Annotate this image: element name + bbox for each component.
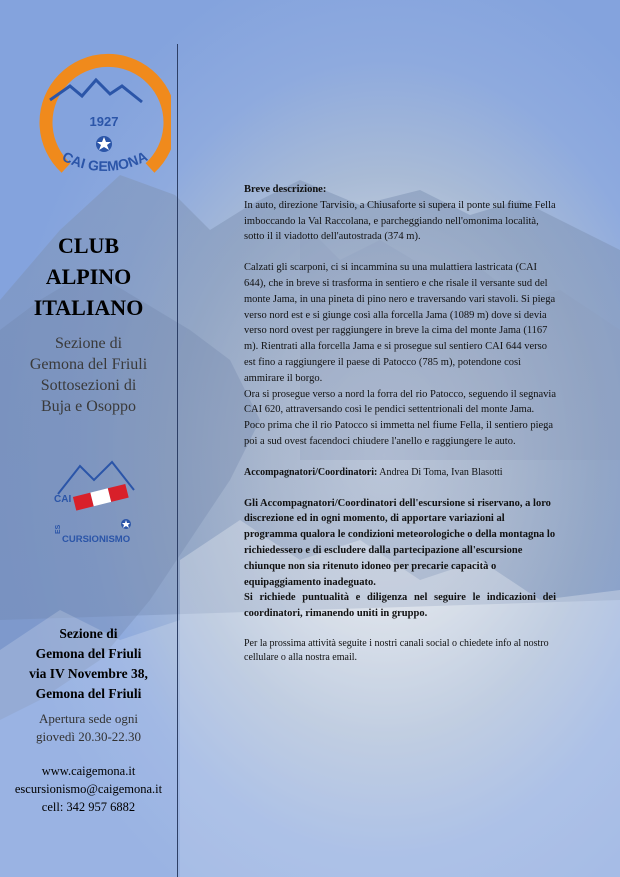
- cai-gemona-logo: [26, 40, 171, 200]
- email-link[interactable]: escursionismo@caigemona.it: [14, 782, 163, 796]
- section-subtitle: Sezione di Gemona del Friuli Sottosezioni di Buja e Osoppo: [29, 335, 148, 415]
- seat-address: Sezione di Gemona del Friuli via IV Novembre 38, Gemona del Friuli: [29, 626, 148, 701]
- website-link[interactable]: www.caigemona.it: [41, 764, 136, 778]
- logo-name: CAI GEMONA: [59, 148, 150, 175]
- escursionismo-es-text: ES: [55, 524, 62, 534]
- escursionismo-cai-text: CAI: [54, 494, 72, 505]
- description-paragraph-2: Calzati gli scarponi, ci si incammina su una mulattiera lastricata (CAI 644), che in breve si trasforma in sentiero e che risale il versante sud del monte Jama, in una pineta di pino nero e traversando vari stavoli. Si piega verso nord est e si giunge così alla forcella Jama (1089 m) dove si devia verso nord ovest per raggiungere in breve la cima del monte Jama (1167 m). Rientrati alla forcella Jama e si prosegue sul sentiero CAI 644 verso est fino a raggiungere il paese di Patocco (785 m), potendone così ammirare il borgo.: [244, 262, 556, 384]
- cell-number: cell: 342 957 6882: [41, 800, 136, 814]
- cai-star-small-icon: [121, 519, 131, 529]
- description-paragraph-1: In auto, direzione Tarvisio, a Chiusaforte si supera il ponte sul fiume Fella imboccando la Val Raccolana, e parcheggiando nell'omonima località, sotto il il viadotto dell'autostrada (374 m).: [244, 199, 556, 243]
- coordinators-line: [244, 465, 556, 481]
- escursionismo-name: CURSIONISMO: [62, 534, 131, 545]
- contacts: [0, 762, 177, 816]
- coordinators-names: Andrea Di Toma, Ivan Blasotti: [377, 466, 503, 478]
- flag-icon: [73, 484, 129, 511]
- club-title: CLUB ALPINO ITALIANO: [33, 233, 144, 320]
- opening-hours: Apertura sede ogni giovedì 20.30-22.30: [35, 711, 142, 744]
- notice-text-1: Gli Accompagnatori/Coordinatori dell'escursione si riservano, a loro discrezione ed in ogni momento, di apportare variazioni al programma qualora le condizioni meteorologiche o della montagna lo richiedessero e di escludere dalla partecipazione all'escursione chiunque non sia ritenuto idoneo per precarie capacità o equipaggiamento inadeguato.: [244, 497, 556, 588]
- description-paragraph-4: Poco prima che il rio Patocco si immetta nel fiume Fella, il sentiero piega poi a sud ovest facendoci chiudere l'anello e raggiungere le auto.: [244, 420, 554, 447]
- vertical-divider: [177, 44, 178, 877]
- notice-text-2: Si richiede puntualità e diligenza nel seguire le indicazioni dei coordinatori, rimanendo uniti in gruppo.: [244, 592, 556, 620]
- main-content: [244, 182, 556, 665]
- description-paragraph-3: Ora si prosegue verso a nord la forra del rio Patocco, seguendo il segnavia CAI 620, attraversando così le pendici settentrionali del monte Jama.: [244, 388, 556, 416]
- description-heading: Breve descrizione:: [244, 184, 327, 195]
- footer-note: Per la prossima attività seguite i nostri canali social o chiedete info al nostro cellulare o alla nostra email.: [244, 637, 549, 663]
- cai-star-icon: [96, 136, 112, 152]
- cai-escursionismo-logo: [50, 460, 135, 550]
- logo-year: 1927: [89, 114, 119, 129]
- coordinators-label: Accompagnatori/Coordinatori:: [244, 466, 378, 478]
